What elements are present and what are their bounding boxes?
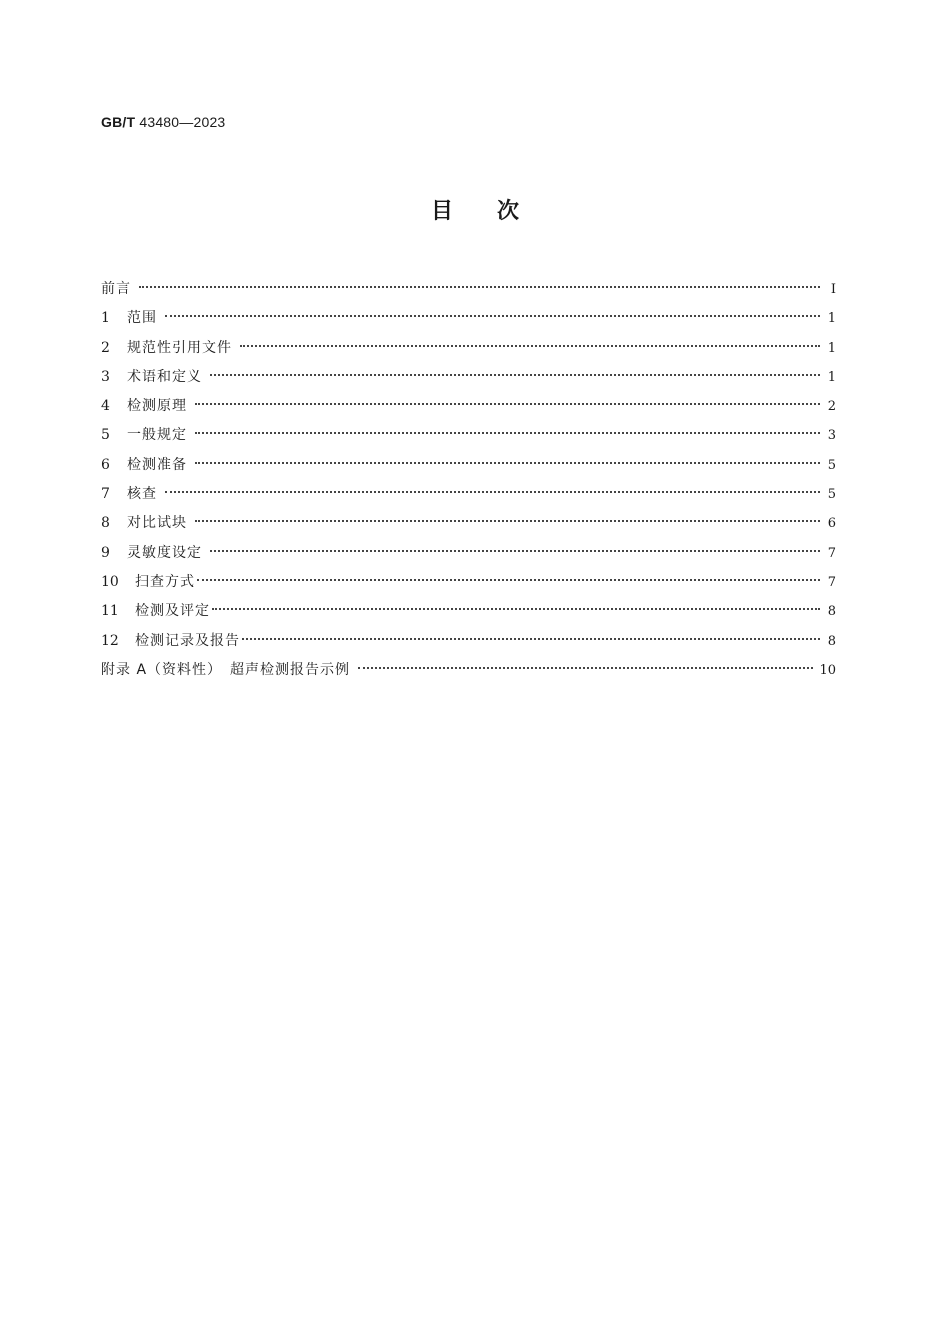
toc-entry-number: 5 (101, 427, 110, 444)
toc-entry-label: 前言 (101, 281, 131, 297)
toc-entry-label: 检测原理 (127, 398, 187, 415)
page-title-char-2: 次 (497, 199, 520, 224)
toc-entry-9[interactable] (101, 537, 836, 566)
toc-leader-dots (195, 507, 820, 527)
toc-entry-2[interactable] (101, 332, 836, 361)
toc-leader-dots (210, 537, 820, 557)
toc-entry-page: 1 (827, 369, 836, 385)
standard-code-number: 43480—2023 (139, 114, 226, 130)
toc-entry-label: 规范性引用文件 (127, 339, 232, 356)
toc-entry-10[interactable] (101, 566, 836, 595)
toc-entry-appendix-a[interactable] (101, 654, 836, 683)
toc-entry-number: 3 (101, 368, 110, 385)
toc-entry-label: 核查 (127, 486, 157, 503)
toc-entry-3[interactable] (101, 361, 836, 390)
toc-entry-label: 附录 A（资料性） 超声检测报告示例 (101, 661, 351, 678)
toc-leader-dots (195, 390, 820, 410)
toc-entry-8[interactable] (101, 507, 836, 536)
toc-entry-number: 4 (101, 398, 110, 415)
toc-entry-label: 检测准备 (127, 456, 187, 473)
toc-entry-preface[interactable] (101, 273, 836, 302)
toc-leader-dots (240, 332, 820, 352)
toc-leader-dots (210, 361, 820, 381)
toc-entry-label: 一般规定 (127, 427, 187, 444)
toc-entry-page: 5 (827, 487, 836, 503)
standard-code-prefix: GB/T (101, 114, 136, 130)
toc-entry-label: 灵敏度设定 (127, 544, 202, 561)
toc-entry-number: 10 (101, 573, 119, 590)
toc-entry-6[interactable] (101, 449, 836, 478)
toc-leader-dots (242, 625, 820, 645)
toc-entry-page: 7 (827, 545, 836, 561)
page-title (0, 194, 950, 225)
toc-entry-page: 2 (827, 399, 836, 415)
toc-entry-number: 6 (101, 456, 110, 473)
toc-entry-label: 术语和定义 (127, 368, 202, 385)
toc-entry-page: 8 (827, 633, 836, 649)
toc-leader-dots (165, 302, 820, 322)
toc-entry-number: 9 (101, 544, 110, 561)
toc-entry-number: 12 (101, 632, 119, 649)
toc-entry-page: 1 (827, 311, 836, 327)
toc-leader-dots (197, 566, 820, 586)
toc-entry-label: 范围 (127, 310, 157, 327)
toc-entry-1[interactable] (101, 302, 836, 331)
toc-leader-dots (358, 654, 813, 674)
toc-entry-page: 7 (827, 574, 836, 590)
toc-entry-page: Ⅰ (830, 282, 836, 297)
standard-code (101, 114, 225, 130)
toc-entry-page: 5 (827, 457, 836, 473)
toc-entry-page: 3 (827, 428, 836, 444)
toc-entry-number: 7 (101, 486, 110, 503)
toc-entry-4[interactable] (101, 390, 836, 419)
toc-entry-number: 2 (101, 339, 110, 356)
toc-leader-dots (165, 478, 820, 498)
toc-entry-label: 扫查方式 (135, 573, 195, 590)
page-title-char-1: 目 (430, 199, 453, 224)
toc-entry-page: 1 (827, 340, 836, 356)
toc-entry-5[interactable] (101, 419, 836, 448)
toc-entry-12[interactable] (101, 625, 836, 654)
toc-leader-dots (195, 419, 820, 439)
toc-entry-label: 检测及评定 (135, 603, 210, 620)
table-of-contents (101, 273, 836, 683)
toc-entry-number: 8 (101, 515, 110, 532)
toc-entry-number: 1 (101, 310, 110, 327)
toc-entry-page: 8 (827, 604, 836, 620)
toc-entry-label: 检测记录及报告 (135, 632, 240, 649)
toc-leader-dots (195, 449, 820, 469)
toc-leader-dots (212, 595, 820, 615)
toc-entry-7[interactable] (101, 478, 836, 507)
toc-entry-page: 10 (819, 662, 836, 678)
toc-entry-number: 11 (101, 603, 119, 620)
toc-entry-label: 对比试块 (127, 515, 187, 532)
toc-entry-11[interactable] (101, 595, 836, 624)
toc-leader-dots (139, 273, 820, 293)
toc-entry-page: 6 (827, 516, 836, 532)
